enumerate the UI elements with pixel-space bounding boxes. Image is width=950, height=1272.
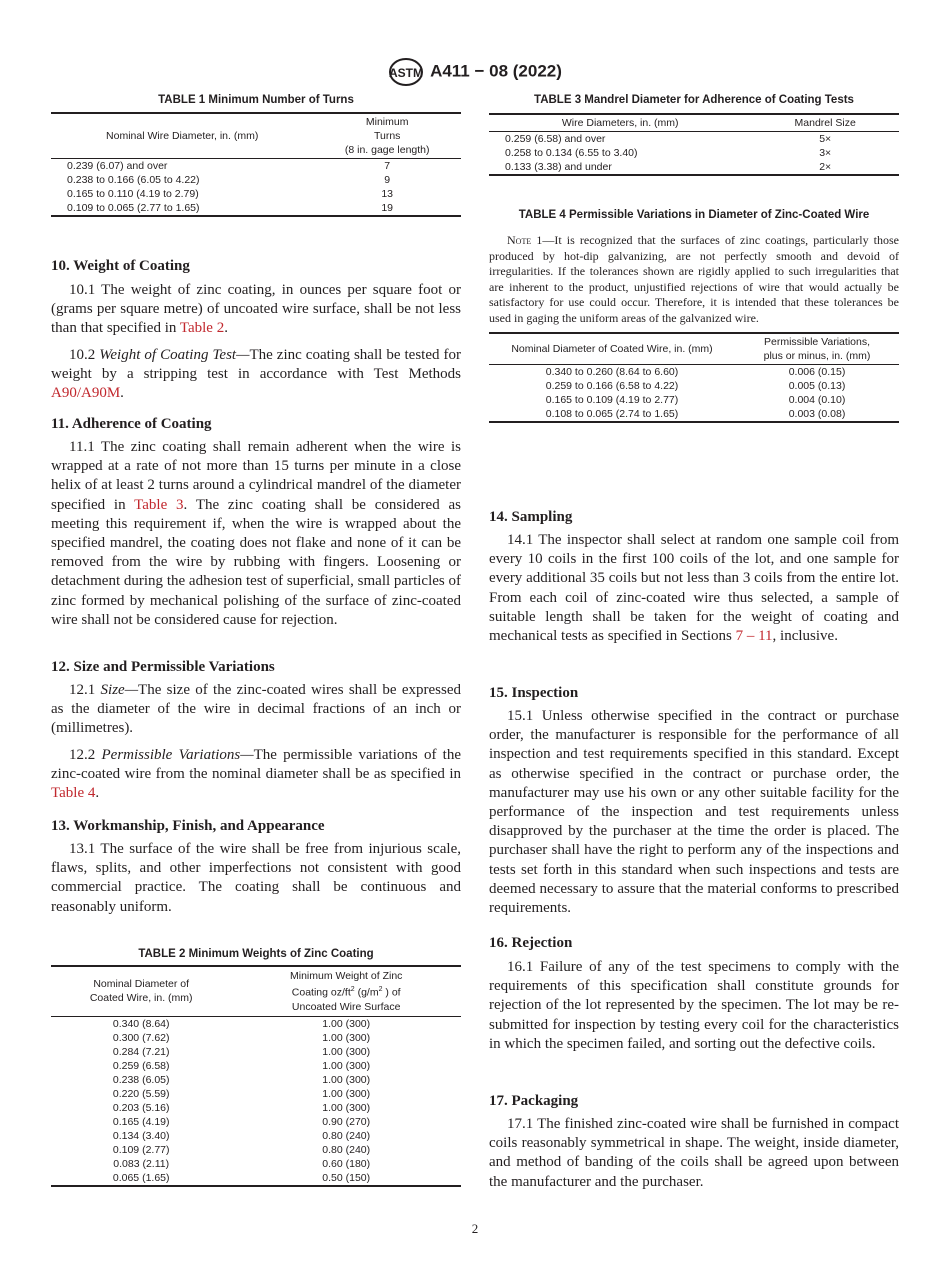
text: 10.2 bbox=[69, 346, 100, 363]
table-cell: 0.134 (3.40) bbox=[112, 1129, 170, 1142]
text: Permissible Variations— bbox=[101, 746, 254, 763]
table-row bbox=[51, 1143, 461, 1157]
page-header bbox=[0, 57, 950, 87]
table-cell: 19 bbox=[381, 202, 394, 214]
text: Weight of Coating Test— bbox=[99, 346, 250, 363]
paragraph-12-2 bbox=[51, 746, 461, 804]
table-cell: 1.00 (300) bbox=[322, 1101, 371, 1114]
table-1-title: TABLE 1 Minimum Number of Turns bbox=[158, 94, 354, 106]
table-row bbox=[489, 160, 899, 175]
table-row bbox=[51, 187, 461, 201]
table-row bbox=[51, 1129, 461, 1143]
table-cell: 0.004 (0.10) bbox=[788, 394, 846, 406]
table-cell: 1.00 (300) bbox=[322, 1045, 371, 1058]
text: 10.1 The weight of zinc coating, in ounces per square foot or (grams per square metre) of uncoated wire surface, shall be not less than that specified in bbox=[51, 282, 461, 337]
table-cell: 9 bbox=[384, 174, 391, 186]
table-cell: 7 bbox=[384, 160, 391, 172]
table-cell: 0.203 (5.16) bbox=[112, 1101, 170, 1114]
table-3-header: Mandrel Size bbox=[751, 114, 899, 132]
section-heading: 12. Size and Permissible Variations bbox=[51, 659, 275, 675]
table-cell: 0.258 to 0.134 (6.55 to 3.40) bbox=[505, 147, 638, 159]
table-cell: 1.00 (300) bbox=[322, 1059, 371, 1072]
section-12 bbox=[51, 659, 461, 803]
table-cell: 1.00 (300) bbox=[322, 1017, 371, 1030]
table-row bbox=[51, 1031, 461, 1045]
table-2 bbox=[51, 948, 461, 1187]
table-cell: 0.80 (240) bbox=[322, 1143, 371, 1156]
table-cell: 0.259 (6.58) bbox=[112, 1059, 170, 1072]
table-row bbox=[51, 1073, 461, 1087]
svg-text:ASTM: ASTM bbox=[389, 66, 424, 80]
table-cell: 0.284 (7.21) bbox=[112, 1045, 170, 1058]
table-row bbox=[51, 201, 461, 216]
table-row bbox=[51, 1045, 461, 1059]
section-13 bbox=[51, 818, 461, 917]
section-heading: 10. Weight of Coating bbox=[51, 258, 190, 274]
section-11 bbox=[51, 416, 461, 630]
table-1-header: Nominal Wire Diameter, in. (mm) bbox=[51, 113, 313, 159]
table-cell: 1.00 (300) bbox=[322, 1087, 371, 1100]
link-sections-7-11[interactable]: 7 – 11 bbox=[735, 628, 773, 645]
table-3-header: Wire Diameters, in. (mm) bbox=[489, 114, 751, 132]
section-heading: 15. Inspection bbox=[489, 685, 579, 701]
table-cell: 0.133 (3.38) and under bbox=[505, 161, 612, 173]
table-4-grid bbox=[489, 332, 899, 423]
table-cell: 0.165 to 0.110 (4.19 to 2.79) bbox=[67, 188, 199, 200]
table-cell: 0.60 (180) bbox=[322, 1157, 371, 1170]
link-table-2[interactable]: Table 2 bbox=[179, 320, 225, 337]
table-row bbox=[51, 1171, 461, 1186]
note-text: —It is recognized that the surfaces of zinc coatings, particularly those produced by hot-dip galvanizing, are not perfectly smooth and devoid of irregularities. If the tolerances shown are rigidly applied to such irregularities that are inherent to the product, unjustified rejections of wire that would actually be satisfactory for use could occur. Therefore, it is intended that these tolerances be used in gaging the uniform areas of the galvanized wire. bbox=[489, 233, 900, 325]
paragraph-10-2 bbox=[51, 346, 461, 404]
section-10 bbox=[51, 258, 461, 403]
section-heading: 11. Adherence of Coating bbox=[51, 416, 212, 432]
table-cell: 0.238 to 0.166 (6.05 to 4.22) bbox=[67, 174, 200, 186]
paragraph-17-1: 17.1 The finished zinc-coated wire shall be furnished in compact coils reasonably symmetrical in shape. The weight, inside diameter, and method of banding of the coils shall be agreed upon between the manufacturer and the purchaser. bbox=[489, 1116, 899, 1190]
table-cell: 3× bbox=[819, 147, 832, 159]
table-cell: 0.083 (2.11) bbox=[113, 1157, 170, 1170]
section-16 bbox=[489, 935, 899, 1054]
table-cell: 0.50 (150) bbox=[322, 1171, 371, 1184]
table-row bbox=[489, 132, 899, 147]
table-cell: 0.006 (0.15) bbox=[788, 366, 846, 378]
paragraph-11-1 bbox=[51, 438, 461, 630]
text: 11.1 The zinc coating shall remain adherent when the wire is wrapped at a rate of not more than 15 turns per minute in a close helix of at least 2 turns around a cylindrical mandrel of the diameter specified in bbox=[51, 439, 461, 513]
table-cell: 0.109 to 0.065 (2.77 to 1.65) bbox=[67, 202, 200, 214]
link-a90[interactable]: A90/A90M bbox=[51, 385, 121, 402]
page-number: 2 bbox=[471, 1221, 479, 1236]
table-row bbox=[489, 365, 899, 380]
table-row bbox=[51, 159, 461, 174]
section-heading: 17. Packaging bbox=[489, 1093, 579, 1109]
table-cell: 1.00 (300) bbox=[322, 1031, 371, 1044]
section-14 bbox=[489, 509, 899, 646]
section-heading: 13. Workmanship, Finish, and Appearance bbox=[51, 818, 325, 834]
table-row bbox=[489, 393, 899, 407]
table-cell: 0.340 (8.64) bbox=[112, 1017, 170, 1030]
table-4 bbox=[489, 209, 899, 423]
table-cell: 2× bbox=[819, 161, 832, 173]
section-heading: 14. Sampling bbox=[489, 509, 573, 525]
table-cell: 0.165 (4.19) bbox=[112, 1115, 170, 1128]
text: 12.1 bbox=[69, 682, 101, 698]
table-4-title: TABLE 4 Permissible Variations in Diameter of Zinc-Coated Wire bbox=[518, 209, 870, 221]
table-cell: 0.259 to 0.166 (6.58 to 4.22) bbox=[545, 380, 679, 392]
text: The size of the zinc-coated wires shall be expressed as the diameter of the wire in decimal fractions of an inch or (millimetres). bbox=[51, 682, 462, 737]
text: The permissible variations of the zinc-coated wire from the nominal diameter shall be as specified in bbox=[51, 746, 462, 782]
table-2-header: Minimum Weight of Zinc Coating $oz/ft^2$ ($g/m^2$ ) of Uncoated Wire Surface bbox=[231, 966, 461, 1016]
table-cell: 0.90 (270) bbox=[322, 1115, 371, 1128]
table-3-grid bbox=[489, 113, 899, 176]
table-cell: 5× bbox=[819, 133, 832, 145]
text: . bbox=[95, 785, 100, 802]
section-heading: 16. Rejection bbox=[489, 935, 573, 951]
table-3-title: TABLE 3 Mandrel Diameter for Adherence of Coating Tests bbox=[534, 94, 854, 106]
paragraph-16-1: 16.1 Failure of any of the test specimens to comply with the requirements of this specification shall constitute grounds for rejection of the lot represented by the specimen. The lot may be re-submitted for inspection by testing every coil for the characteristics in which the specimen failed, and sorting out the defective coils. bbox=[489, 959, 899, 1052]
table-cell: 0.165 to 0.109 (4.19 to 2.77) bbox=[545, 394, 679, 406]
paragraph-13-1: 13.1 The surface of the wire shall be free from injurious scale, flaws, splits, and other imperfections not consistent with good commercial practice. The coating shall be continuous and reasonably uniform. bbox=[51, 841, 461, 915]
table-1 bbox=[51, 94, 461, 217]
text: . bbox=[224, 320, 228, 337]
table-4-header: Nominal Diameter of Coated Wire, in. (mm) bbox=[489, 333, 735, 365]
table-3 bbox=[489, 94, 899, 176]
table-cell: 0.003 (0.08) bbox=[788, 408, 846, 420]
table-2-grid bbox=[51, 965, 461, 1187]
table-row bbox=[51, 1059, 461, 1073]
table-row bbox=[489, 379, 899, 393]
table-row bbox=[51, 1087, 461, 1101]
text: 14.1 The inspector shall select at random one sample coil from every 10 coils in the first 100 coils of the lot, and one sample for every additional 35 coils but not less than 3 coils from the entire lot. From each coil of zinc-coated wire thus selected, a sample of suitable length shall be taken for the weight of coating and mechanical tests as specified in Sections bbox=[489, 532, 899, 645]
table-2-header: Nominal Diameter of Coated Wire, in. (mm) bbox=[51, 966, 231, 1016]
text: , inclusive. bbox=[772, 628, 838, 645]
text: The zinc coating shall be tested for weight by a stripping test in accordance with Test Methods bbox=[51, 346, 461, 382]
astm-logo-icon bbox=[388, 57, 424, 87]
table-row bbox=[489, 407, 899, 422]
table-2-title: TABLE 2 Minimum Weights of Zinc Coating bbox=[138, 948, 374, 960]
paragraph-12-1 bbox=[51, 681, 461, 739]
link-table-3[interactable]: Table 3 bbox=[134, 496, 184, 513]
paragraph-15-1: 15.1 Unless otherwise specified in the contract or purchase order, the manufacturer is responsible for the performance of all inspection and test requirements specified in this standard. Except as otherwise specified in the contract or purchase order, the manufacturer may use his own or any other suitable facility for the performance of the inspection and test requirements unless disapproved by the purchaser at the time the order is placed. The purchaser shall have the right to perform any of the inspections and tests set forth in this standard when such inspections and tests are deemed necessary to assure that the material conforms to prescribed requirements. bbox=[489, 708, 899, 917]
standard-designation: A411 − 08 (2022) bbox=[430, 61, 562, 81]
table-row bbox=[51, 173, 461, 187]
table-row bbox=[51, 1101, 461, 1115]
table-4-header: Permissible Variations, plus or minus, in. (mm) bbox=[735, 333, 899, 365]
table-cell: 0.238 (6.05) bbox=[112, 1073, 170, 1086]
table-cell: 0.239 (6.07) and over bbox=[67, 160, 168, 172]
paragraph-14-1 bbox=[489, 531, 899, 646]
text: . bbox=[120, 385, 124, 402]
table-row bbox=[51, 1115, 461, 1129]
table-row bbox=[489, 146, 899, 160]
table-1-grid bbox=[51, 112, 461, 217]
table-cell: 1.00 (300) bbox=[322, 1073, 371, 1086]
table-4-note bbox=[489, 233, 899, 326]
note-label: Note 1 bbox=[507, 233, 543, 247]
text: 12.2 bbox=[69, 746, 102, 763]
table-cell: 0.300 (7.62) bbox=[112, 1031, 170, 1044]
table-row bbox=[51, 1016, 461, 1031]
table-row bbox=[51, 1157, 461, 1171]
table-cell: 0.340 to 0.260 (8.64 to 6.60) bbox=[545, 366, 679, 378]
section-15 bbox=[489, 685, 899, 918]
table-cell: 0.065 (1.65) bbox=[112, 1171, 170, 1184]
table-cell: 0.005 (0.13) bbox=[788, 380, 846, 392]
paragraph-10-1 bbox=[51, 281, 461, 339]
table-cell: 0.80 (240) bbox=[322, 1129, 371, 1142]
table-1-header: Minimum Turns (8 in. gage length) bbox=[313, 113, 461, 159]
text: . The zinc coating shall be considered as meeting this requirement if, when the wire is wrapped about the specified mandrel, the coating does not flake and none of it can be removed from the wire by rubbing with fingers. Loosening or detachment during the adhesion test of superficial, small particles of zinc formed by mechanical polishing of the surface of zinc-coated wire shall not be considered cause for rejection. bbox=[51, 496, 462, 628]
table-cell: 0.259 (6.58) and over bbox=[505, 133, 606, 145]
text: Size— bbox=[100, 682, 139, 698]
table-cell: 0.109 (2.77) bbox=[112, 1143, 170, 1156]
table-cell: 0.108 to 0.065 (2.74 to 1.65) bbox=[545, 408, 679, 420]
section-17 bbox=[489, 1093, 899, 1192]
table-cell: 0.220 (5.59) bbox=[112, 1087, 170, 1100]
table-cell: 13 bbox=[381, 188, 394, 200]
link-table-4[interactable]: Table 4 bbox=[51, 785, 96, 802]
